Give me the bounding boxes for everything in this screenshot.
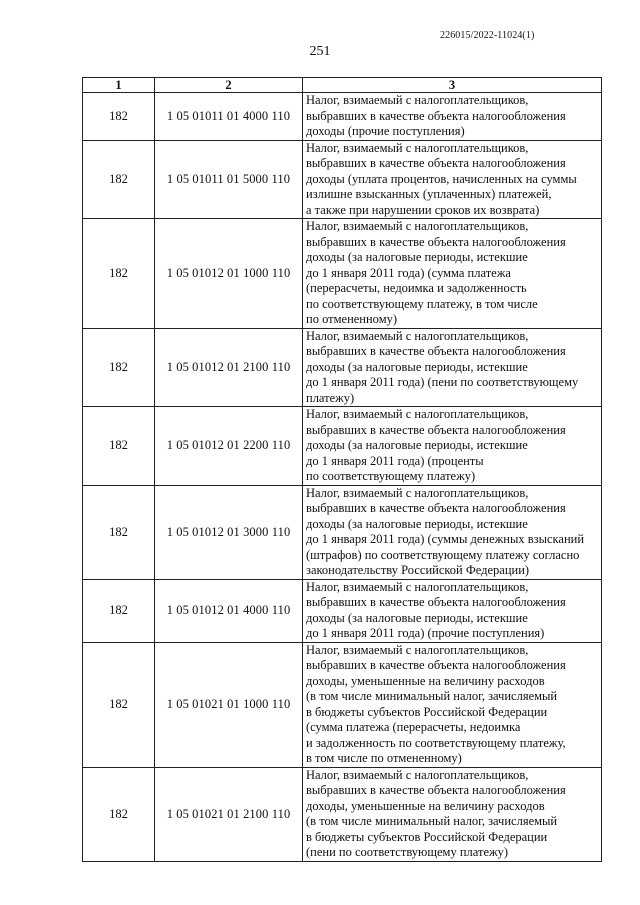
description-line: Налог, взимаемый с налогоплательщиков, xyxy=(306,642,529,657)
description-line: в бюджеты субъектов Российской Федерации xyxy=(306,704,548,719)
description-cell xyxy=(303,767,602,861)
description-line: выбравших в качестве объекта налогообложения xyxy=(306,108,566,123)
table-row xyxy=(83,140,602,219)
kbk-table xyxy=(82,77,602,862)
admin-code-cell: 182 xyxy=(83,767,155,861)
description-line: доходы, уменьшенные на величину расходов xyxy=(306,673,545,688)
description-line: доходы (уплата процентов, начисленных на суммы xyxy=(306,171,577,186)
description-line: Налог, взимаемый с налогоплательщиков, xyxy=(306,485,529,500)
table-row xyxy=(83,485,602,579)
description-line: выбравших в качестве объекта налогообложения xyxy=(306,344,566,358)
description-line: доходы (за налоговые периоды, истекшие xyxy=(306,610,528,625)
admin-code-cell: 182 xyxy=(83,485,155,579)
column-header-2: 2 xyxy=(155,78,303,93)
description-line: до 1 января 2011 года) (пени по соответствующему xyxy=(306,375,579,389)
table-row xyxy=(83,219,602,329)
description-line: (штрафов) по соответствующему платежу согласно xyxy=(306,547,580,562)
description-line: выбравших в качестве объекта налогообложения xyxy=(306,658,566,672)
description-cell xyxy=(303,579,602,642)
admin-code-cell: 182 xyxy=(83,579,155,642)
description-line: доходы, уменьшенные на величину расходов xyxy=(306,798,545,813)
description-line: доходы (за налоговые периоды, истекшие xyxy=(306,438,528,452)
admin-code-cell: 182 xyxy=(83,328,155,407)
admin-code-cell: 182 xyxy=(83,140,155,219)
description-cell xyxy=(303,485,602,579)
kbk-code-cell: 1 05 01012 01 2100 110 xyxy=(155,328,303,407)
kbk-code-cell: 1 05 01011 01 4000 110 xyxy=(155,93,303,141)
description-line: (в том числе минимальный налог, зачисляемый xyxy=(306,814,558,828)
description-line: выбравших в качестве объекта налогообложения xyxy=(306,422,566,437)
description-line: доходы (за налоговые периоды, истекшие xyxy=(306,359,528,374)
table-row xyxy=(83,328,602,407)
kbk-code-cell: 1 05 01021 01 1000 110 xyxy=(155,642,303,767)
kbk-code-cell: 1 05 01021 01 2100 110 xyxy=(155,767,303,861)
description-line: до 1 января 2011 года) (суммы денежных взысканий xyxy=(306,532,585,546)
description-cell xyxy=(303,328,602,407)
description-cell xyxy=(303,407,602,486)
kbk-code-cell: 1 05 01012 01 4000 110 xyxy=(155,579,303,642)
description-line: Налог, взимаемый с налогоплательщиков, xyxy=(306,767,529,782)
table-header-row xyxy=(83,78,602,93)
description-line: по соответствующему платежу, в том числе xyxy=(306,296,538,311)
description-line: доходы (за налоговые периоды, истекшие xyxy=(306,250,528,264)
description-line: и задолженность по соответствующему платежу, xyxy=(306,735,566,750)
description-line: до 1 января 2011 года) (сумма платежа xyxy=(306,265,511,280)
kbk-code-cell: 1 05 01012 01 2200 110 xyxy=(155,407,303,486)
admin-code-cell: 182 xyxy=(83,219,155,329)
description-line: выбравших в качестве объекта налогообложения xyxy=(306,783,566,797)
description-line: доходы (прочие поступления) xyxy=(306,124,465,138)
kbk-code-cell: 1 05 01012 01 3000 110 xyxy=(155,485,303,579)
description-line: Налог, взимаемый с налогоплательщиков, xyxy=(306,93,529,107)
description-line: в бюджеты субъектов Российской Федерации xyxy=(306,829,548,844)
description-line: Налог, взимаемый с налогоплательщиков, xyxy=(306,579,529,594)
description-line: выбравших в качестве объекта налогообложения xyxy=(306,156,566,170)
kbk-code-cell: 1 05 01011 01 5000 110 xyxy=(155,140,303,219)
column-header-1: 1 xyxy=(83,78,155,93)
description-line: до 1 января 2011 года) (прочие поступления) xyxy=(306,626,545,640)
description-line: доходы (за налоговые периоды, истекшие xyxy=(306,516,528,531)
document-id: 226015/2022-11024(1) xyxy=(440,30,535,41)
description-line: а также при нарушении сроков их возврата) xyxy=(306,202,540,217)
description-line: законодательству Российской Федерации) xyxy=(306,563,530,577)
description-line: по соответствующему платежу) xyxy=(306,469,476,483)
description-line: выбравших в качестве объекта налогообложения xyxy=(306,234,566,249)
description-line: (перерасчеты, недоимка и задолженность xyxy=(306,281,527,295)
table-row xyxy=(83,407,602,486)
page-number: 251 xyxy=(309,44,331,59)
admin-code-cell: 182 xyxy=(83,642,155,767)
description-line: по отмененному) xyxy=(306,312,398,326)
description-line: Налог, взимаемый с налогоплательщиков, xyxy=(306,407,529,421)
description-cell xyxy=(303,642,602,767)
description-line: (сумма платежа (перерасчеты, недоимка xyxy=(306,720,521,734)
description-line: в том числе по отмененному) xyxy=(306,751,462,765)
description-line: платежу) xyxy=(306,390,355,405)
description-line: (пени по соответствующему платежу) xyxy=(306,845,509,859)
kbk-code-cell: 1 05 01012 01 1000 110 xyxy=(155,219,303,329)
column-header-3: 3 xyxy=(303,78,602,93)
table-row xyxy=(83,579,602,642)
description-line: (в том числе минимальный налог, зачисляемый xyxy=(306,689,558,703)
admin-code-cell: 182 xyxy=(83,407,155,486)
description-line: излишне взысканных (уплаченных) платежей, xyxy=(306,187,552,201)
table-row xyxy=(83,93,602,141)
table-row xyxy=(83,767,602,861)
description-cell xyxy=(303,140,602,219)
admin-code-cell: 182 xyxy=(83,93,155,141)
description-cell xyxy=(303,93,602,141)
description-line: выбравших в качестве объекта налогообложения xyxy=(306,595,566,609)
description-line: Налог, взимаемый с налогоплательщиков, xyxy=(306,140,529,155)
description-line: Налог, взимаемый с налогоплательщиков, xyxy=(306,219,529,233)
table-row xyxy=(83,642,602,767)
description-line: до 1 января 2011 года) (проценты xyxy=(306,453,484,468)
description-line: выбравших в качестве объекта налогообложения xyxy=(306,501,566,515)
description-line: Налог, взимаемый с налогоплательщиков, xyxy=(306,328,529,343)
description-cell xyxy=(303,219,602,329)
